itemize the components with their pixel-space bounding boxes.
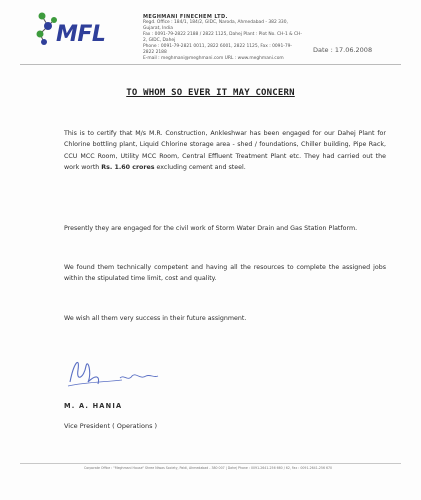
contract-amount: Rs. 1.60 crores bbox=[101, 163, 155, 171]
letter-date: Date : 17.06.2008 bbox=[313, 46, 373, 54]
address-line: Fax : 0091-79-2822 2188 / 2822 1125, Dahej Plant : Plot No. CH-1 & CH-2, GIDC, Dahej bbox=[143, 32, 302, 43]
company-logo bbox=[32, 8, 106, 50]
paragraph-wishes: We wish all them very success in their future assignment. bbox=[64, 315, 247, 322]
header-divider bbox=[20, 64, 401, 65]
letter-heading: TO WHOM SO EVER IT MAY CONCERN bbox=[126, 88, 295, 98]
paragraph-certification bbox=[64, 128, 386, 173]
paragraph-competence: We found them technically competent and having all the resources to complete the assigned jobs within the stipulated time limit, cost and quality. bbox=[64, 264, 386, 283]
signer-title: Vice President ( Operations ) bbox=[64, 422, 158, 430]
logo-text: MFL bbox=[56, 22, 106, 47]
signer-name: M. A. HANIA bbox=[64, 402, 123, 410]
paragraph-text: excluding cement and steel. bbox=[154, 163, 246, 171]
address-line: E-mail : meghmani@meghmani.com URL : www.meghmani.com bbox=[143, 56, 284, 61]
company-name: MEGHMANI FINECHEM LTD. bbox=[143, 14, 228, 20]
company-address-block bbox=[143, 14, 303, 62]
paragraph-current-work: Presently they are engaged for the civil work of Storm Water Drain and Gas Station Platform. bbox=[64, 225, 358, 232]
footer-divider bbox=[20, 463, 401, 464]
paragraph-text: This is to certify that M/s M.R. Construction, Ankleshwar has been engaged for our Dahej Plant for Chlorine bottling plant, Liquid Chlorine storage area - shed / foundations, Chiller building, Pipe Rack, CCU MCC Room, Utility MCC Room, Central Effluent Treatment Plant etc. They had carried out the work worth bbox=[64, 130, 386, 171]
address-line: Regd. Office : 184/1, 184/2, GIDC, Naroda, Ahmedabad - 382 330, Gujarat, India bbox=[143, 20, 288, 31]
footer-address: Corporate Office : "Meghmani House" Shree Niwas Society, Paldi, Ahmedabad - 380 007 | Dahej Phone : 0091-2641-256 660 / 62, Fax : 0091-2641-256 670 bbox=[84, 466, 333, 470]
handwritten-signature bbox=[66, 352, 166, 392]
address-line: Phone : 0091-79-2821 0011, 2822 6001, 2822 1125, Fax : 0091-79-2822 2188 bbox=[143, 44, 293, 55]
